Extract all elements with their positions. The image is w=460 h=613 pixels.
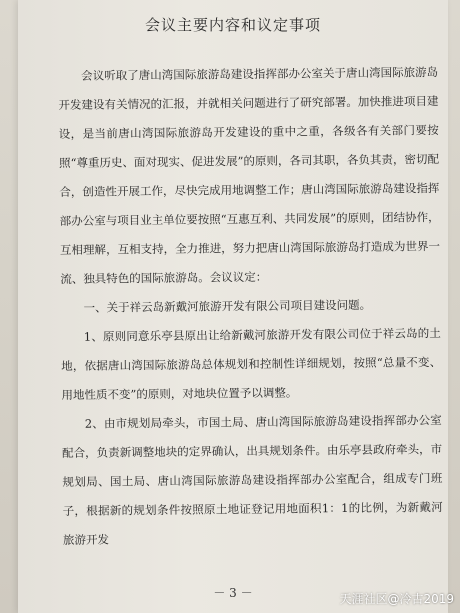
- paper-sheet: [18, 0, 448, 613]
- item-paragraph-2: 2、由市规划局牵头，市国土局、唐山湾国际旅游岛建设指挥部办公室配合，负责新调整地块的定界确认，出具规划条件。由乐亭县政府牵头，市规划局、国土局、唐山湾国际旅游岛建设指挥部办公室配合，组成专门班子，根据新的规划条件按照原土地证登记用地面积1：1的比例，为新戴河旅游开发: [62, 413, 443, 547]
- document-title: 会议主要内容和议定事项: [144, 16, 321, 34]
- page-number: － 3 －: [213, 586, 253, 600]
- watermark: 天涯社区@冷古2019: [339, 592, 454, 606]
- item-paragraph-1: 1、原则同意乐亭县原出让给新戴河旅游开发有限公司位于祥云岛的土地，依据唐山湾国际旅游岛总体规划和控制性详细规划，按照“总量不变、用地性质不变”的原则，对地块位置予以调整。: [61, 326, 442, 402]
- intro-paragraph: 会议听取了唐山湾国际旅游岛建设指挥部办公室关于唐山湾国际旅游岛开发建设有关情况的汇报，并就相关问题进行了研究部署。加快推进项目建设，是当前唐山湾国际旅游岛开发建设的重中之重，各级各有关部门要按照“尊重历史、面对现实、促进发展”的原则，各司其职，各负其责，密切配合，创造性开展工作，尽快完成用地调整工作；唐山湾国际旅游岛建设指挥部办公室与项目业主单位要按照“互惠互利、共同发展”的原则，团结协作，互相理解，互相支持，全力推进，努力把唐山湾国际旅游岛打造成为世界一流、独具特色的国际旅游岛。会议议定：: [58, 65, 441, 286]
- document-body: [58, 58, 443, 555]
- section-heading: 一、关于祥云岛新戴河旅游开发有限公司项目建设问题。: [83, 297, 372, 315]
